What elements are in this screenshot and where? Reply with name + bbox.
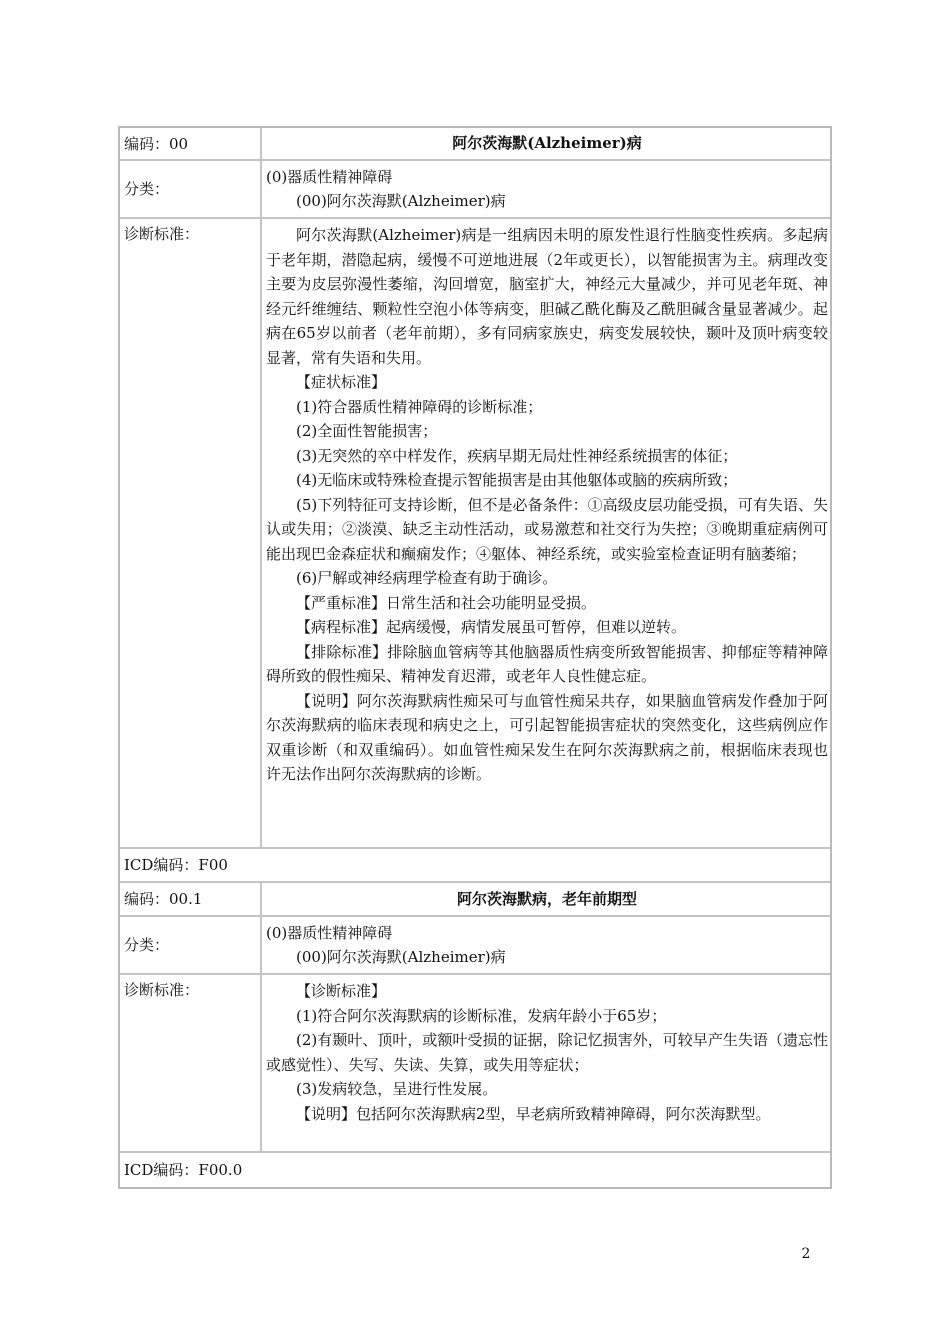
criteria-row [120, 975, 830, 1153]
criteria-table [118, 126, 832, 1189]
criteria-paragraph: (6)尸解或神经病理学检查有助于确诊。 [296, 569, 558, 587]
criteria-paragraph: (4)无临床或特殊检查提示智能损害是由其他躯体或脑的疾病所致； [296, 471, 738, 489]
criteria-paragraph: 【严重标准】日常生活和社会功能明显受损。 [296, 593, 597, 612]
criteria-paragraph: 【诊断标准】 [296, 982, 387, 1000]
criteria-paragraph: (2)有颞叶、顶叶，或额叶受损的证据，除记忆损害外，可较早产生失语（遗忘性或感觉性）、失写、失读、失算，或失用等症状； [266, 1031, 828, 1074]
category-row [120, 917, 830, 975]
criteria-paragraph: 【排除标准】排除脑血管病等其他脑器质性病变所致智能损害、抑郁症等精神障碍所致的假性痴呆、精神发育迟滞，或老年人良性健忘症。 [266, 642, 828, 685]
category-line: (00)阿尔茨海默(Alzheimer)病 [296, 948, 506, 966]
category-row [120, 161, 830, 219]
code-label: 编码：00.1 [120, 883, 262, 915]
criteria-paragraph: 【病程标准】起病缓慢，病情发展虽可暂停，但难以逆转。 [296, 618, 687, 636]
criteria-paragraph: 【说明】包括阿尔茨海默病2型，早老病所致精神障碍，阿尔茨海默型。 [296, 1104, 771, 1123]
disease-title: 阿尔茨海默病，老年前期型 [456, 889, 637, 908]
category-label: 分类： [120, 161, 262, 217]
criteria-paragraph: (3)发病较急，呈进行性发展。 [296, 1080, 498, 1098]
icd-code: ICD编码：F00 [124, 856, 228, 874]
criteria-paragraph: 阿尔茨海默(Alzheimer)病是一组病因未明的原发性退行性脑变性疾病。多起病于老年期，潜隐起病，缓慢不可逆地进展（2年或更长），以智能损害为主。病理改变主要为皮层弥漫性萎缩，沟回增宽，脑室扩大，神经元大量减少，并可见老年斑、神经元纤维缠结、颗粒性空泡小体等病变，胆碱乙酰化酶及乙酰胆碱含量显著减少。起病在65岁以前者（老年前期），多有同病家族史，病变发展较快，颞叶及顶叶病变较显著，常有失语和失用。 [266, 226, 828, 367]
criteria-paragraph: (1)符合器质性精神障碍的诊断标准； [296, 397, 543, 416]
category-line: (00)阿尔茨海默(Alzheimer)病 [296, 192, 506, 210]
criteria-text [262, 975, 830, 1151]
criteria-label: 诊断标准： [120, 975, 262, 1151]
code-label: 编码：00 [120, 128, 262, 159]
criteria-label: 诊断标准： [120, 219, 262, 847]
criteria-paragraph: 【说明】阿尔茨海默病性痴呆可与血管性痴呆共存，如果脑血管病发作叠加于阿尔茨海默病的临床表现和病史之上，可引起智能损害症状的突然变化，这些病例应作双重诊断（和双重编码）。如血管性痴呆发生在阿尔茨海默病之前，根据临床表现也许无法作出阿尔茨海默病的诊断。 [266, 691, 828, 783]
code-row [120, 883, 830, 917]
category-line: (0)器质性精神障碍 [266, 924, 393, 942]
page-number: 2 [801, 1246, 811, 1262]
criteria-paragraph: (3)无突然的卒中样发作，疾病早期无局灶性神经系统损害的体征； [296, 446, 738, 465]
criteria-paragraph: (1)符合阿尔茨海默病的诊断标准，发病年龄小于65岁； [296, 1006, 667, 1025]
code-row [120, 128, 830, 161]
icd-code: ICD编码：F00.0 [124, 1161, 243, 1179]
criteria-paragraph: (5)下列特征可支持诊断，但不是必备条件：①高级皮层功能受损，可有失语、失认或失用；②淡漠、缺乏主动性活动，或易激惹和社交行为失控；③晚期重症病例可能出现巴金森症状和癫痫发作；④躯体、神经系统，或实验室检查证明有脑萎缩； [266, 495, 828, 563]
category-label: 分类： [120, 917, 262, 973]
icd-row [120, 849, 830, 883]
criteria-paragraph: (2)全面性智能损害； [296, 422, 438, 440]
criteria-paragraph: 【症状标准】 [296, 373, 387, 391]
criteria-text [262, 219, 830, 847]
disease-title: 阿尔茨海默(Alzheimer)病 [452, 134, 642, 153]
icd-row [120, 1153, 830, 1187]
category-line: (0)器质性精神障碍 [266, 168, 393, 186]
criteria-row [120, 219, 830, 849]
